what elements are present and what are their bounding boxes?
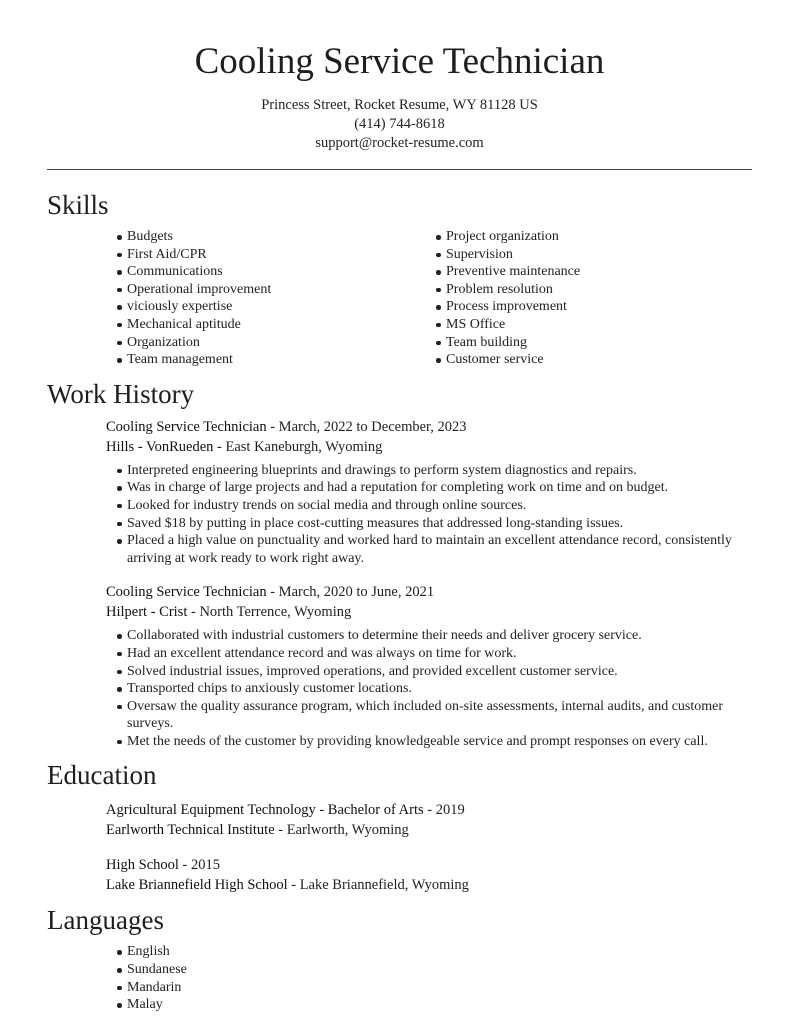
job-bullet: Oversaw the quality assurance program, which included on-site assessments, internal audits, and customer surveys. (47, 698, 752, 733)
skill-item: Preventive maintenance (366, 263, 685, 281)
skill-item: Organization (47, 334, 366, 352)
job-bullet: Saved $18 by putting in place cost-cutting measures that addressed long-standing issues. (47, 515, 752, 533)
skill-item: viciously expertise (47, 298, 366, 316)
company: Hills - VonRueden (106, 438, 214, 455)
address: Princess Street, Rocket Resume, WY 81128 US (261, 97, 538, 113)
job-location: - North Terrence, Wyoming (187, 604, 352, 621)
work-history-section (47, 377, 752, 751)
job-bullet: Solved industrial issues, improved operations, and provided excellent customer service. (47, 663, 752, 681)
degree: High School (106, 857, 179, 874)
skill-item: MS Office (366, 316, 685, 334)
skill-item: Supervision (366, 246, 685, 264)
skill-item: Communications (47, 263, 366, 281)
job-dates: - March, 2022 to December, 2023 (266, 418, 467, 435)
section-heading: Work History (47, 378, 195, 409)
skill-item: Problem resolution (366, 281, 685, 299)
skills-column-1 (47, 228, 366, 369)
school-location: - Lake Briannefield, Wyoming (287, 877, 469, 894)
job-title: Cooling Service Technician (106, 584, 267, 601)
language-item: English (47, 943, 752, 961)
job-location: - East Kaneburgh, Wyoming (213, 438, 383, 455)
skill-item: Project organization (366, 228, 685, 246)
job-bullet: Interpreted engineering blueprints and drawings to perform system diagnostics and repairs. (47, 462, 752, 480)
section-heading: Languages (47, 905, 164, 936)
degree: Agricultural Equipment Technology - Bachelor of Arts (106, 802, 424, 819)
job-bullet: Collaborated with industrial customers to determine their needs and deliver grocery service. (47, 627, 752, 645)
resume-name: Cooling Service Technician (194, 41, 605, 82)
contact-info (47, 96, 752, 153)
language-item: Sundanese (47, 961, 752, 979)
job-bullet: Was in charge of large projects and had a reputation for completing work on time and on budget. (47, 479, 752, 497)
skill-item: Mechanical aptitude (47, 316, 366, 334)
skill-item: First Aid/CPR (47, 246, 366, 264)
education-section (47, 758, 752, 895)
school-location: - Earlworth, Wyoming (274, 822, 409, 839)
skills-column-2 (366, 228, 685, 369)
job-entry (47, 417, 752, 568)
divider (47, 169, 752, 170)
skills-section (47, 188, 752, 369)
skill-item: Operational improvement (47, 281, 366, 299)
section-heading: Skills (47, 190, 109, 220)
phone: (414) 744-8618 (354, 116, 445, 132)
school: Earlworth Technical Institute (106, 822, 275, 839)
skill-item: Customer service (366, 351, 685, 369)
skill-item: Team management (47, 351, 366, 369)
skill-item: Process improvement (366, 298, 685, 316)
school: Lake Briannefield High School (106, 877, 288, 894)
education-entry (47, 800, 752, 840)
languages-section (47, 903, 752, 1013)
job-title: Cooling Service Technician (106, 418, 267, 435)
company: Hilpert - Crist (106, 604, 188, 621)
email: support@rocket-resume.com (315, 135, 484, 151)
job-bullet: Transported chips to anxiously customer locations. (47, 680, 752, 698)
education-entry (47, 855, 752, 895)
language-item: Mandarin (47, 979, 752, 997)
job-bullet: Had an excellent attendance record and was always on time for work. (47, 645, 752, 663)
language-item: Malay (47, 996, 752, 1014)
skill-item: Budgets (47, 228, 366, 246)
job-bullet: Looked for industry trends on social media and through online sources. (47, 497, 752, 515)
skill-item: Team building (366, 334, 685, 352)
job-entry (47, 582, 752, 750)
job-bullet: Met the needs of the customer by providing knowledgeable service and prompt responses on every call. (47, 733, 752, 751)
grad-year: - 2019 (423, 802, 465, 819)
grad-year: - 2015 (178, 857, 220, 874)
job-bullet: Placed a high value on punctuality and worked hard to maintain an excellent attendance record, consistently arriving at work ready to work right away. (47, 532, 752, 567)
job-dates: - March, 2020 to June, 2021 (266, 584, 435, 601)
section-heading: Education (47, 760, 157, 791)
